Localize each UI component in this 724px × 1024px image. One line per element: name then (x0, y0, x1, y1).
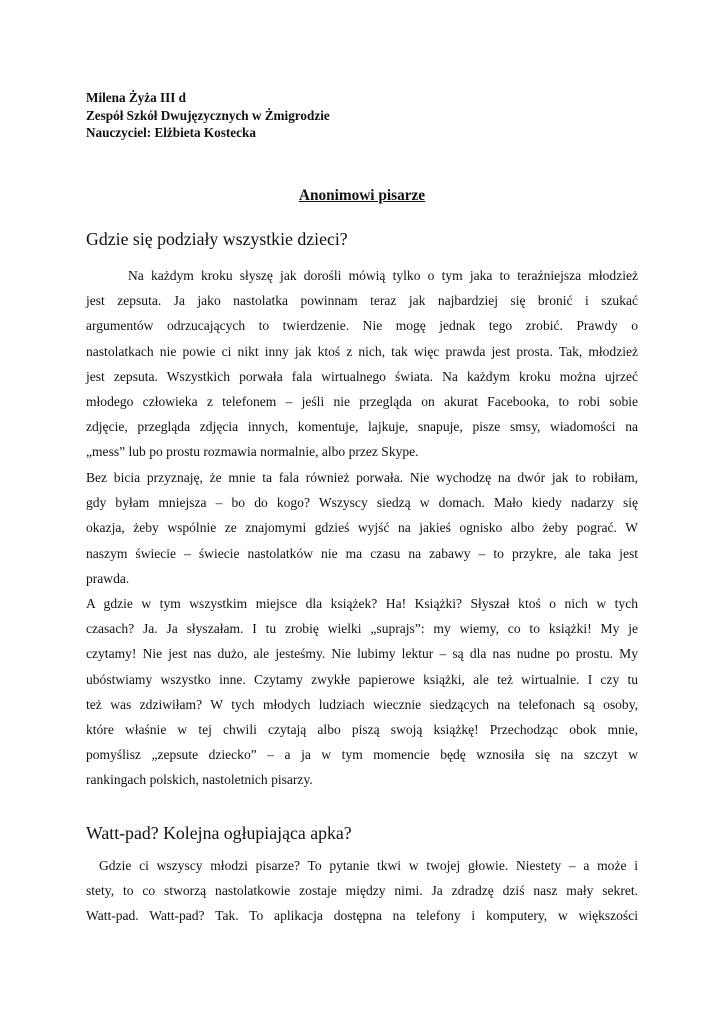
section-heading-1: Gdzie się podziały wszystkie dzieci? (86, 229, 348, 249)
paragraph-line: czytamy! Nie jest nas dużo, ale jesteśmy. Nie lubimy lektur – są dla nas nudne po prostu. My (86, 646, 638, 662)
paragraph-1 (86, 263, 638, 465)
paragraph-line: A gdzie w tym wszystkim miejsce dla książek? Ha! Książki? Słyszał ktoś o nich w tych (86, 596, 638, 611)
paragraph-line: okazja, żeby wspólnie ze znajomymi gdzieś wyjść na jakieś ognisko albo żeby pograć. W (86, 520, 638, 536)
paragraph-line: jest zepsuta. Wszystkich porwała fala wirtualnego świata. Na każdym kroku można ujrzeć (86, 368, 638, 384)
paragraph-line: też was zdziwiłam? W tych młodych ludziach wiecznie siedzących na telefonach są osoby, (86, 696, 638, 712)
paragraph-3 (86, 591, 638, 793)
paragraph-line: pomyślisz „zepsute dziecko” – a ja w tym momencie będę wznosiła się na szczyt w (86, 747, 638, 763)
paragraph-line: jest zepsuta. Ja jako nastolatka powinnam teraz jak najbardziej się bronić i szukać (86, 293, 638, 309)
document-title: Anonimowi pisarze (298, 187, 426, 204)
paragraph-4 (86, 853, 638, 929)
paragraph-line: prawda. (86, 570, 130, 586)
paragraph-line: rankingach polskich, nastoletnich pisarzy. (86, 772, 313, 788)
paragraph-2 (86, 465, 638, 591)
paragraph-line: Gdzie ci wszyscy młodzi pisarze? To pytanie tkwi w twojej głowie. Niestety – a może i (99, 858, 638, 873)
paragraph-line: stety, to co stworzą nastolatkowie zostaje między nimi. Ja zdradzę dziś nasz mały sekret. (86, 883, 638, 899)
document-header (86, 89, 330, 142)
paragraph-line: naszym świecie – świecie nastolatków nie ma czasu na zabawy – to przykre, ale taka jest (86, 545, 638, 561)
author-line: Milena Żyża III d (86, 90, 187, 105)
paragraph-line: Na każdym kroku słyszę jak dorośli mówią tylko o tym jaka to teraźniejsza młodzież (128, 268, 638, 283)
section-heading-2: Watt-pad? Kolejna ogłupiająca apka? (86, 823, 352, 843)
paragraph-line: zdjęcie, przegląda zdjęcia innych, komentuje, lajkuje, snapuje, pisze smsy, wiadomości na (86, 419, 638, 435)
paragraph-line: nastolatkach nie powie ci nikt inny jak ktoś z nich, tak więc prawda jest prosta. Tak, młodzież (86, 343, 638, 359)
paragraph-line: argumentów odrzucających to twierdzenie. Nie mogę jednak tego zrobić. Prawdy o (86, 318, 638, 334)
school-line: Zespół Szkół Dwujęzycznych w Żmigrodzie (86, 107, 330, 123)
teacher-line: Nauczyciel: Elżbieta Kostecka (86, 125, 256, 140)
paragraph-line: Bez bicia przyznaję, że mnie ta fala również porwała. Nie wychodzę na dwór jak to robiłam, (86, 470, 638, 485)
document-page (86, 0, 638, 1024)
paragraph-line: Watt-pad. Watt-pad? Tak. To aplikacja dostępna na telefony i komputery, w większości (86, 908, 638, 924)
paragraph-line: „mess” lub po prostu rozmawia normalnie, albo przez Skype. (86, 444, 419, 460)
paragraph-line: czasach? Ja. Ja słyszałam. I tu zrobię wielki „suprajs”: my wiemy, co to książki! My je (86, 621, 638, 637)
paragraph-line: gdy byłam mniejsza – bo do kogo? Wszyscy siedzą w domach. Mało kiedy nadarzy się (86, 495, 638, 511)
paragraph-line: ubóstwiamy wszystko inne. Czytamy zwykłe papierowe książki, ale też wirtualnie. I czy tu (86, 671, 638, 687)
paragraph-line: młodego człowieka z telefonem – jeśli nie przegląda on akurat Facebooka, to robi sobie (86, 394, 638, 410)
paragraph-line: które właśnie w tej chwili czytają albo piszą swoją książkę! Przechodząc obok mnie, (86, 722, 638, 738)
